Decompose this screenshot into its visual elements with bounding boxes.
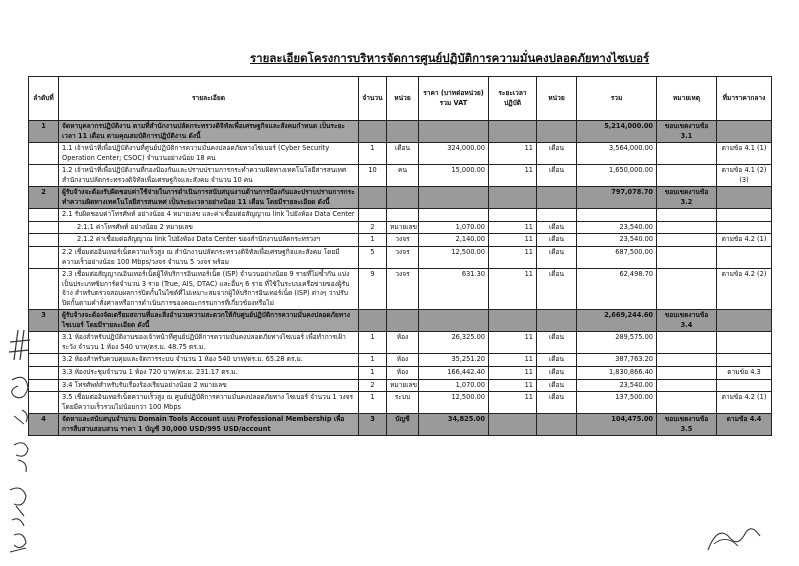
row-unit2: เดือน xyxy=(537,221,577,234)
row-unit: ห้อง xyxy=(387,332,419,354)
header-total: รวม xyxy=(577,77,657,121)
row-note xyxy=(657,234,717,247)
row-total: 23,540.00 xyxy=(577,379,657,392)
row-ref: ตามข้อ 4.3 xyxy=(717,367,772,380)
row-total: 1,650,000.00 xyxy=(577,165,657,187)
row-qty: 5 xyxy=(359,247,387,269)
row-unit: ห้อง xyxy=(387,367,419,380)
row-unit: เดือน xyxy=(387,143,419,165)
row-total: 289,575.00 xyxy=(577,332,657,354)
row-ref xyxy=(717,187,772,209)
row-no xyxy=(29,247,59,269)
table-row xyxy=(29,379,772,392)
row-unit xyxy=(387,187,419,209)
row-unit xyxy=(387,121,419,143)
row-price: 324,000.00 xyxy=(419,143,489,165)
row-detail: จัดหาบุคลากรปฏิบัติงาน ตามที่สำนักงานปลัดกระทรวงดิจิทัลเพื่อเศรษฐกิจและสังคมกำหนด เป็นระยะเวลา 11 เดือน ตามคุณสมบัติการปฏิบัติงาน ดังนี้ xyxy=(59,121,359,143)
row-days: 11 xyxy=(489,367,537,380)
table-row xyxy=(29,165,772,187)
row-note xyxy=(657,269,717,310)
section-row xyxy=(29,310,772,332)
row-ref xyxy=(717,221,772,234)
row-unit: บัญชี xyxy=(387,414,419,436)
row-days xyxy=(489,187,537,209)
row-price: 35,251.20 xyxy=(419,354,489,367)
row-days: 11 xyxy=(489,332,537,354)
row-price: 26,325.00 xyxy=(419,332,489,354)
row-qty: 1 xyxy=(359,234,387,247)
row-days: 11 xyxy=(489,234,537,247)
row-no: 2 xyxy=(29,187,59,209)
row-note: ขอบเขตงานข้อ 3.5 xyxy=(657,414,717,436)
row-qty: 1 xyxy=(359,332,387,354)
header-ref: ที่มาราคากลาง xyxy=(717,77,772,121)
table-row xyxy=(29,367,772,380)
row-days: 11 xyxy=(489,165,537,187)
row-ref xyxy=(717,332,772,354)
row-price xyxy=(419,187,489,209)
row-note xyxy=(657,379,717,392)
row-unit2 xyxy=(537,414,577,436)
row-days: 11 xyxy=(489,392,537,414)
section-row xyxy=(29,187,772,209)
row-ref: ตามข้อ 4.1 (1) xyxy=(717,143,772,165)
row-note: ขอบเขตงานข้อ 3.4 xyxy=(657,310,717,332)
row-qty xyxy=(359,310,387,332)
project-detail-table xyxy=(28,76,772,436)
row-unit: วงจร xyxy=(387,234,419,247)
row-unit2: เดือน xyxy=(537,143,577,165)
row-ref: ตามข้อ 4.4 xyxy=(717,414,772,436)
row-price: 12,500.00 xyxy=(419,392,489,414)
header-qty: จำนวน xyxy=(359,77,387,121)
row-detail: 3.3 ห้องประชุมจำนวน 1 ห้อง 720 บาท/ตร.ม. 231.17 ตร.ม. xyxy=(59,367,359,380)
row-qty: 10 xyxy=(359,165,387,187)
row-days xyxy=(489,310,537,332)
row-total: 23,540.00 xyxy=(577,221,657,234)
row-total xyxy=(577,209,657,222)
row-qty: 9 xyxy=(359,269,387,310)
row-detail: 3.2 ห้องสำหรับควบคุมและจัดการระบบ จำนวน 1 ห้อง 540 บาท/ตร.ม. 65.28 ตร.ม. xyxy=(59,354,359,367)
row-note xyxy=(657,392,717,414)
row-days xyxy=(489,209,537,222)
row-price xyxy=(419,310,489,332)
row-qty: 1 xyxy=(359,367,387,380)
row-qty xyxy=(359,209,387,222)
row-qty: 1 xyxy=(359,392,387,414)
row-days: 11 xyxy=(489,354,537,367)
row-ref xyxy=(717,354,772,367)
row-total: 687,500.00 xyxy=(577,247,657,269)
row-price: 1,070.00 xyxy=(419,221,489,234)
row-unit2 xyxy=(537,121,577,143)
row-unit: ห้อง xyxy=(387,354,419,367)
row-days xyxy=(489,414,537,436)
row-total: 3,564,000.00 xyxy=(577,143,657,165)
row-ref: ตามข้อ 4.1 (2)(3) xyxy=(717,165,772,187)
row-unit: คน xyxy=(387,165,419,187)
row-unit2: เดือน xyxy=(537,165,577,187)
row-ref xyxy=(717,247,772,269)
row-unit2: เดือน xyxy=(537,247,577,269)
row-unit xyxy=(387,209,419,222)
row-note xyxy=(657,367,717,380)
row-unit: หมายเลข xyxy=(387,379,419,392)
row-unit2: เดือน xyxy=(537,367,577,380)
row-no xyxy=(29,234,59,247)
row-price: 631.30 xyxy=(419,269,489,310)
table-row xyxy=(29,332,772,354)
row-qty: 2 xyxy=(359,379,387,392)
row-total: 104,475.00 xyxy=(577,414,657,436)
row-total: 797,078.70 xyxy=(577,187,657,209)
row-detail: ผู้รับจ้างจะต้องรับผิดชอบค่าใช้จ่ายในการดำเนินการสนับสนุนงานด้านการป้องกันและปราบปรามการกระทำความผิดทางเทคโนโลยีสารสนเทศ เป็นระยะเวลาอย่างน้อย 11 เดือน โดยมีรายละเอียด ดังนี้ xyxy=(59,187,359,209)
row-unit2: เดือน xyxy=(537,392,577,414)
row-unit2: เดือน xyxy=(537,234,577,247)
header-note: หมายเหตุ xyxy=(657,77,717,121)
row-total: 1,830,866.40 xyxy=(577,367,657,380)
row-ref xyxy=(717,310,772,332)
row-no xyxy=(29,165,59,187)
row-unit2 xyxy=(537,187,577,209)
header-days: ระยะเวลา ปฏิบัติ xyxy=(489,77,537,121)
row-total: 23,540.00 xyxy=(577,234,657,247)
row-no: 1 xyxy=(29,121,59,143)
row-no xyxy=(29,269,59,310)
header-unit2: หน่วย xyxy=(537,77,577,121)
handwritten-margin-notes xyxy=(0,320,40,560)
row-qty xyxy=(359,187,387,209)
row-days: 11 xyxy=(489,269,537,310)
row-note xyxy=(657,332,717,354)
row-note xyxy=(657,247,717,269)
row-unit2 xyxy=(537,310,577,332)
row-detail: ผู้รับจ้างจะต้องจัดเตรียมสถานที่และสิ่งอำนวยความสะดวกให้กับศูนย์ปฏิบัติการความมั่นคงปลอดภัยทางไซเบอร์ โดยมีรายละเอียด ดังนี้ xyxy=(59,310,359,332)
row-price: 2,140.00 xyxy=(419,234,489,247)
row-days: 11 xyxy=(489,247,537,269)
row-qty: 1 xyxy=(359,354,387,367)
document-title: รายละเอียดโครงการบริหารจัดการศูนย์ปฏิบัติการความมั่นคงปลอดภัยทางไซเบอร์ xyxy=(250,51,650,65)
handwritten-scribble xyxy=(704,520,764,556)
row-days: 11 xyxy=(489,221,537,234)
row-unit: วงจร xyxy=(387,269,419,310)
row-note xyxy=(657,221,717,234)
row-note xyxy=(657,209,717,222)
row-price: 34,825.00 xyxy=(419,414,489,436)
row-note xyxy=(657,354,717,367)
section-row xyxy=(29,121,772,143)
row-unit2: เดือน xyxy=(537,354,577,367)
row-detail: 3.1 ห้องสำหรับปฏิบัติงานของเจ้าหน้าที่ศูนย์ปฏิบัติการความมั่นคงปลอดภัยทางไซเบอร์ เพื่อทำการเฝ้าระวัง จำนวน 1 ห้อง 540 บาท/ตร.ม. 48.75 ตร.ม. xyxy=(59,332,359,354)
header-unit: หน่วย xyxy=(387,77,419,121)
row-price: 12,500.00 xyxy=(419,247,489,269)
header-detail: รายละเอียด xyxy=(59,77,359,121)
row-detail: 3.4 โทรศัพท์สำหรับรับเรื่องร้องเรียนอย่างน้อย 2 หมายเลข xyxy=(59,379,359,392)
row-detail: 2.1.1 ค่าโทรศัพท์ อย่างน้อย 2 หมายเลข xyxy=(59,221,359,234)
row-days: 11 xyxy=(489,379,537,392)
row-ref: ตามข้อ 4.2 (1) xyxy=(717,234,772,247)
row-note xyxy=(657,165,717,187)
row-detail: จัดหาและสนับสนุนจำนวน Domain Tools Account แบบ Professional Membership เพื่อการสืบสวนสอบสวน ราคา 1 บัญชี 30,000 USD/995 USD/account xyxy=(59,414,359,436)
row-price: 15,000.00 xyxy=(419,165,489,187)
row-price: 166,442.40 xyxy=(419,367,489,380)
row-qty: 2 xyxy=(359,221,387,234)
row-unit: ระบบ xyxy=(387,392,419,414)
row-ref xyxy=(717,379,772,392)
table-row xyxy=(29,354,772,367)
row-unit: วงจร xyxy=(387,247,419,269)
row-no xyxy=(29,221,59,234)
row-total: 387,763.20 xyxy=(577,354,657,367)
row-total: 5,214,000.00 xyxy=(577,121,657,143)
table-row xyxy=(29,269,772,310)
row-ref: ตามข้อ 4.2 (2) xyxy=(717,269,772,310)
row-no: 4 xyxy=(29,414,59,436)
row-note: ขอบเขตงานข้อ 3.1 xyxy=(657,121,717,143)
row-qty: 3 xyxy=(359,414,387,436)
row-qty: 1 xyxy=(359,143,387,165)
row-detail: 2.1.2 ค่าเชื่อมต่อสัญญาณ link ไปยังห้อง Data Center ของสำนักงานปลัดกระทรวงฯ xyxy=(59,234,359,247)
table-row xyxy=(29,247,772,269)
row-detail: 2.1 รับผิดชอบค่าโทรศัพท์ อย่างน้อย 4 หมายเลข และค่าเชื่อมต่อสัญญาณ link ไปยังห้อง Data Center xyxy=(59,209,359,222)
section-row xyxy=(29,414,772,436)
row-no xyxy=(29,209,59,222)
row-unit2: เดือน xyxy=(537,332,577,354)
row-total: 137,500.00 xyxy=(577,392,657,414)
row-detail: 3.5 เชื่อมต่ออินเทอร์เน็ตความเร็วสูง ณ ศูนย์ปฏิบัติการความมั่นคงปลอดภัยทาง ไซเบอร์ จำนวน 1 วงจร โดยมีความเร็วรวมไม่น้อยกว่า 100 Mbps xyxy=(59,392,359,414)
table-row xyxy=(29,234,772,247)
table-row xyxy=(29,143,772,165)
row-price xyxy=(419,209,489,222)
row-price xyxy=(419,121,489,143)
row-unit2 xyxy=(537,209,577,222)
row-ref xyxy=(717,121,772,143)
row-unit: หมายเลข xyxy=(387,221,419,234)
row-detail: 1.1 เจ้าหน้าที่เพื่อปฏิบัติงานที่ศูนย์ปฏิบัติการความมั่นคงปลอดภัยทางไซเบอร์ (Cyber Security Operation Center; CSOC) จำนวนอย่างน้อย 18 คน xyxy=(59,143,359,165)
row-ref: ตามข้อ 4.2 (1) xyxy=(717,392,772,414)
row-price: 1,070.00 xyxy=(419,379,489,392)
row-ref xyxy=(717,209,772,222)
row-total: 62,498.70 xyxy=(577,269,657,310)
row-unit xyxy=(387,310,419,332)
row-note: ขอบเขตงานข้อ 3.2 xyxy=(657,187,717,209)
row-note xyxy=(657,143,717,165)
row-days xyxy=(489,121,537,143)
row-detail: 2.3 เชื่อมต่อสัญญาณอินเทอร์เน็ตผู้ให้บริการอินเทอร์เน็ต (ISP) จำนวนอย่างน้อย 9 รายที่ไม่ซ้ำกัน แบ่งเป็นประเภทซิมการ์ดจำนวน 3 ราย (True, AIS, DTAC) และอื่นๆ 6 ราย ที่ใช้ในระบบเครือข่ายของผู้รับจ้าง สำหรับตรวจสอบผลการปิดกั้นในไซต์ที่ไม่เหมาะสมจากผู้ให้บริการอินเทอร์เน็ต (ISP) ต่างๆ ว่าปรับปิดกั้นตามคำสั่งศาลหรือการดำเนินการของคณะกรรมการที่เกี่ยวข้องหรือไม่ xyxy=(59,269,359,310)
row-unit2: เดือน xyxy=(537,269,577,310)
header-no: ลำดับที่ xyxy=(29,77,59,121)
table-row xyxy=(29,392,772,414)
header-price: ราคา (บาทต่อหน่วย) รวม VAT xyxy=(419,77,489,121)
row-no: 3 xyxy=(29,310,59,332)
row-qty xyxy=(359,121,387,143)
row-detail: 1.2 เจ้าหน้าที่เพื่อปฏิบัติงานที่กองป้องกันและปราบปรามการกระทำความผิดทางเทคโนโลยีสารสนเทศ สำนักงานปลัดกระทรวงดิจิทัลเพื่อเศรษฐกิจและสังคม จำนวน 10 คน xyxy=(59,165,359,187)
row-days: 11 xyxy=(489,143,537,165)
row-detail: 2.2 เชื่อมต่ออินเทอร์เน็ตความเร็วสูง ณ สำนักงานปลัดกระทรวงดิจิทัลเพื่อเศรษฐกิจและสังคม โดยมีความเร็วอย่างน้อย 100 Mbps/วงจร จำนวน 5 วงจร พร้อม xyxy=(59,247,359,269)
row-no xyxy=(29,143,59,165)
table-row xyxy=(29,209,772,222)
row-unit2: เดือน xyxy=(537,379,577,392)
row-total: 2,669,244.60 xyxy=(577,310,657,332)
table-row xyxy=(29,221,772,234)
